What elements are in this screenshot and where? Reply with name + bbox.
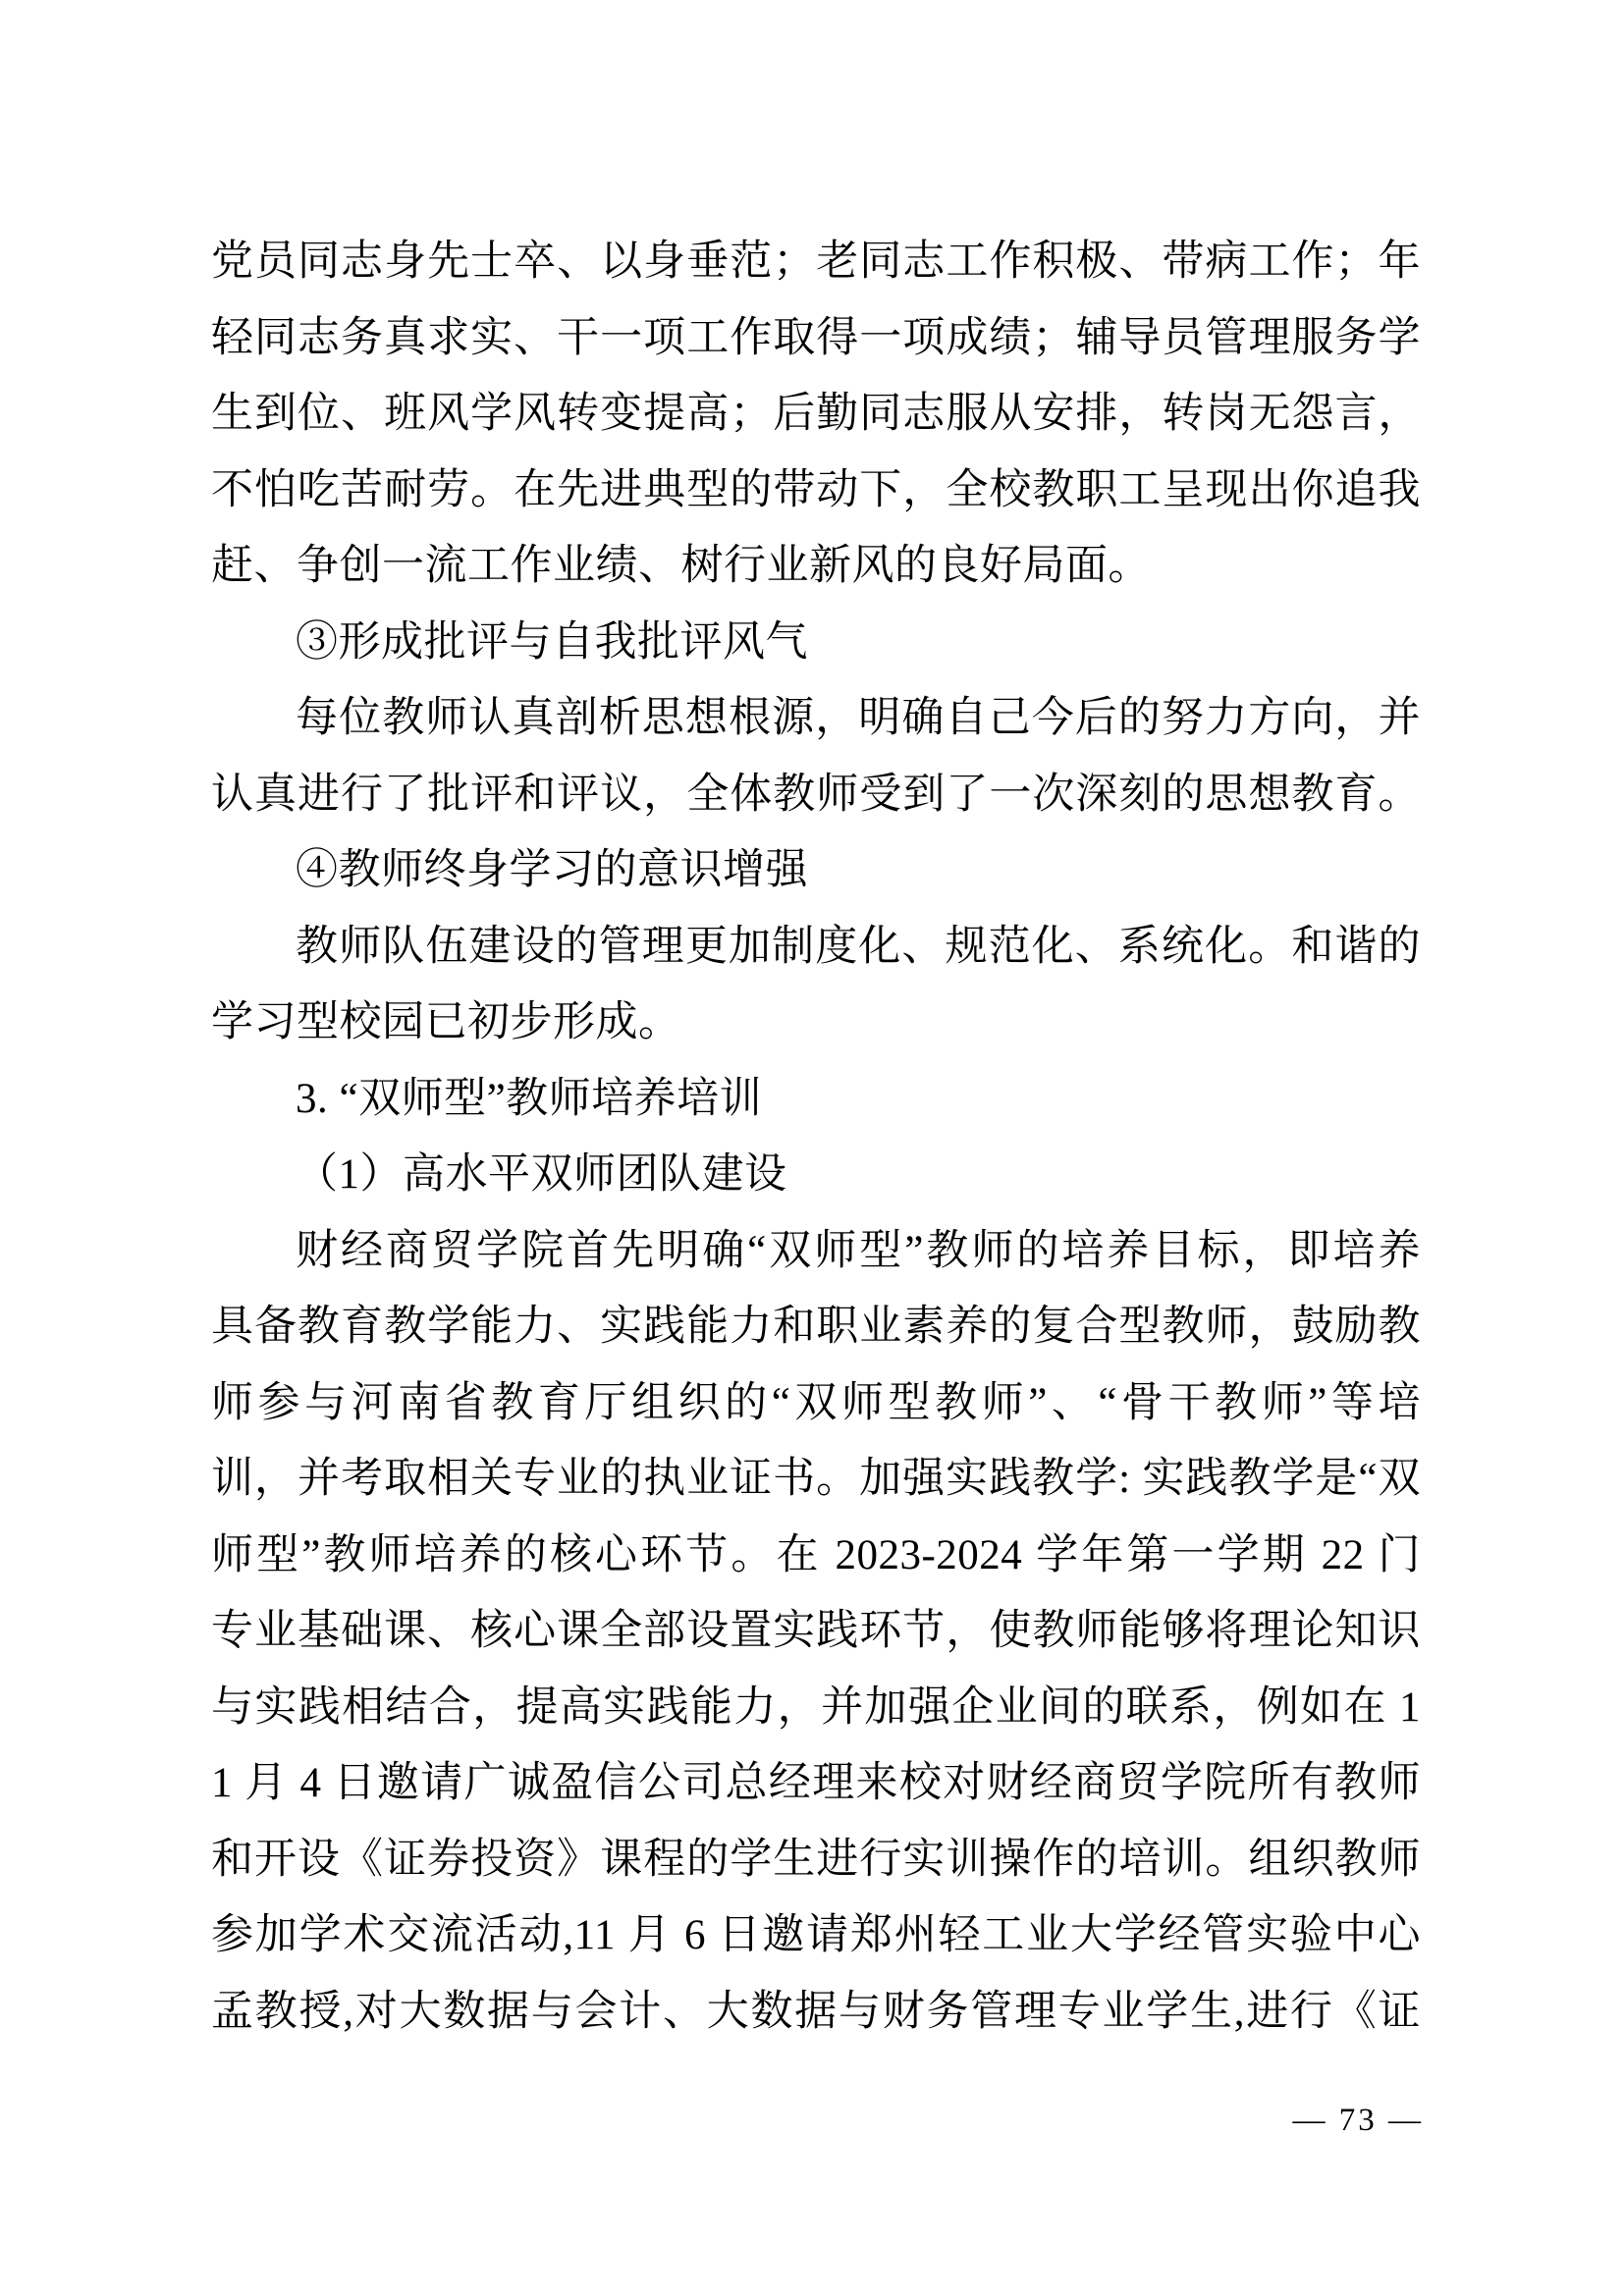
text-line-6: ③形成批评与自我批评风气 <box>296 618 808 666</box>
text-line-15: 具备教育教学能力、实践能力和职业素养的复合型教师，鼓励教 <box>211 1304 1421 1350</box>
body-text <box>211 224 1421 2050</box>
text-line-11: 学习型校园已初步形成。 <box>211 999 681 1045</box>
text-line-9: ④教师终身学习的意识增强 <box>296 847 808 893</box>
text-line-23: 参加学术交流活动,11 月 6 日邀请郑州轻工业大学经管实验中心 <box>211 1912 1421 1958</box>
text-line-2: 轻同志务真求实、干一项工作取得一项成绩；辅导员管理服务学 <box>211 314 1421 361</box>
text-line-13: （1）高水平双师团队建设 <box>296 1151 787 1198</box>
text-line-16: 师参与河南省教育厅组织的“双师型教师”、“骨干教师”等培 <box>211 1379 1421 1426</box>
text-line-20: 与实践相结合，提高实践能力，并加强企业间的联系，例如在 1 <box>211 1683 1421 1731</box>
text-line-8: 认真进行了批评和评议，全体教师受到了一次深刻的思想教育。 <box>211 771 1421 818</box>
text-line-14: 财经商贸学院首先明确“双师型”教师的培养目标，即培养 <box>296 1227 1421 1274</box>
text-line-12: 3. “双师型”教师培养培训 <box>296 1075 763 1122</box>
text-line-7: 每位教师认真剖析思想根源，明确自己今后的努力方向，并 <box>296 695 1421 741</box>
text-line-21: 1 月 4 日邀请广诚盈信公司总经理来校对财经商贸学院所有教师 <box>211 1760 1421 1806</box>
text-line-10: 教师队伍建设的管理更加制度化、规范化、系统化。和谐的 <box>296 923 1421 970</box>
text-line-1: 党员同志身先士卒、以身垂范；老同志工作积极、带病工作；年 <box>211 239 1421 285</box>
page-number: — 73 — <box>1292 2103 1424 2138</box>
text-line-22: 和开设《证券投资》课程的学生进行实训操作的培训。组织教师 <box>211 1836 1421 1883</box>
text-line-3: 生到位、班风学风转变提高；后勤同志服从安排，转岗无怨言， <box>211 391 1421 437</box>
text-line-24: 孟教授,对大数据与会计、大数据与财务管理专业学生,进行《证 <box>211 1988 1421 2035</box>
text-line-4: 不怕吃苦耐劳。在先进典型的带动下，全校教职工呈现出你追我 <box>211 466 1421 513</box>
text-line-18: 师型”教师培养的核心环节。在 2023-2024 学年第一学期 22 门 <box>211 1531 1421 1578</box>
text-line-19: 专业基础课、核心课全部设置实践环节，使教师能够将理论知识 <box>211 1608 1421 1654</box>
text-line-17: 训，并考取相关专业的执业证书。加强实践教学: 实践教学是“双 <box>211 1456 1421 1502</box>
text-line-5: 赶、争创一流工作业绩、树行业新风的良好局面。 <box>211 543 1151 589</box>
